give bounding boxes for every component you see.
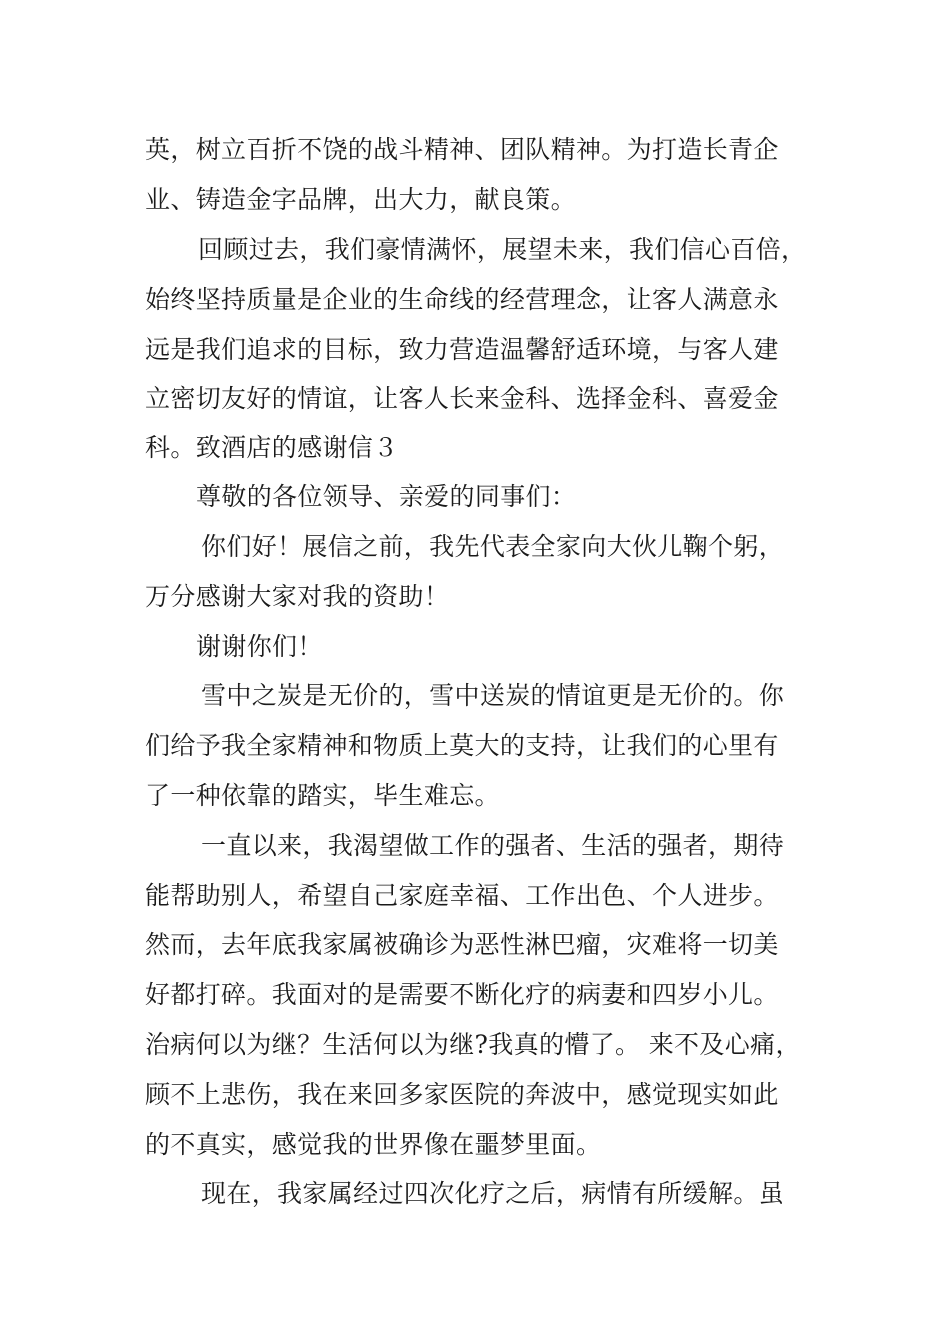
text-line: 好都打碎。我面对的是需要不断化疗的病妻和四岁小儿。 xyxy=(145,980,779,1009)
text-line: 了一种依靠的踏实，毕生难忘。 xyxy=(145,781,500,810)
text-line: 能帮助别人，希望自己家庭幸福、工作出色、个人进步。 xyxy=(145,881,779,910)
text-line: 你们好！展信之前，我先代表全家向大伙儿鞠个躬， xyxy=(201,532,785,561)
text-line: 然而，去年底我家属被确诊为恶性淋巴瘤，灾难将一切美 xyxy=(145,930,779,959)
text-line: 的不真实，感觉我的世界像在噩梦里面。 xyxy=(145,1130,602,1159)
text-line: 立密切友好的情谊，让客人长来金科、选择金科、喜爱金 xyxy=(145,384,779,413)
text-line: 远是我们追求的目标，致力营造温馨舒适环境，与客人建 xyxy=(145,335,779,364)
text-line: 业、铸造金字品牌，出大力，献良策。 xyxy=(145,185,576,214)
text-line: 尊敬的各位领导、亲爱的同事们： xyxy=(196,482,577,511)
text-line: 顾不上悲伤，我在来回多家医院的奔波中，感觉现实如此 xyxy=(145,1080,779,1109)
text-line: 科。致酒店的感谢信３ xyxy=(145,433,399,462)
text-line: 现在，我家属经过四次化疗之后，病情有所缓解。虽 xyxy=(201,1179,785,1208)
text-line: 治病何以为继？生活何以为继?我真的懵了。 来不及心痛， xyxy=(145,1030,801,1059)
text-line: 回顾过去，我们豪情满怀，展望未来，我们信心百倍， xyxy=(198,235,807,264)
text-line: 万分感谢大家对我的资助！ xyxy=(145,582,450,611)
text-line: 一直以来，我渴望做工作的强者、生活的强者，期待 xyxy=(201,831,785,860)
text-line: 雪中之炭是无价的，雪中送炭的情谊更是无价的。你 xyxy=(201,681,785,710)
text-line: 谢谢你们！ xyxy=(196,632,323,661)
text-line: 始终坚持质量是企业的生命线的经营理念，让客人满意永 xyxy=(145,285,779,314)
text-line: 英，树立百折不饶的战斗精神、团队精神。为打造长青企 xyxy=(145,135,779,164)
text-line: 们给予我全家精神和物质上莫大的支持，让我们的心里有 xyxy=(145,731,779,760)
